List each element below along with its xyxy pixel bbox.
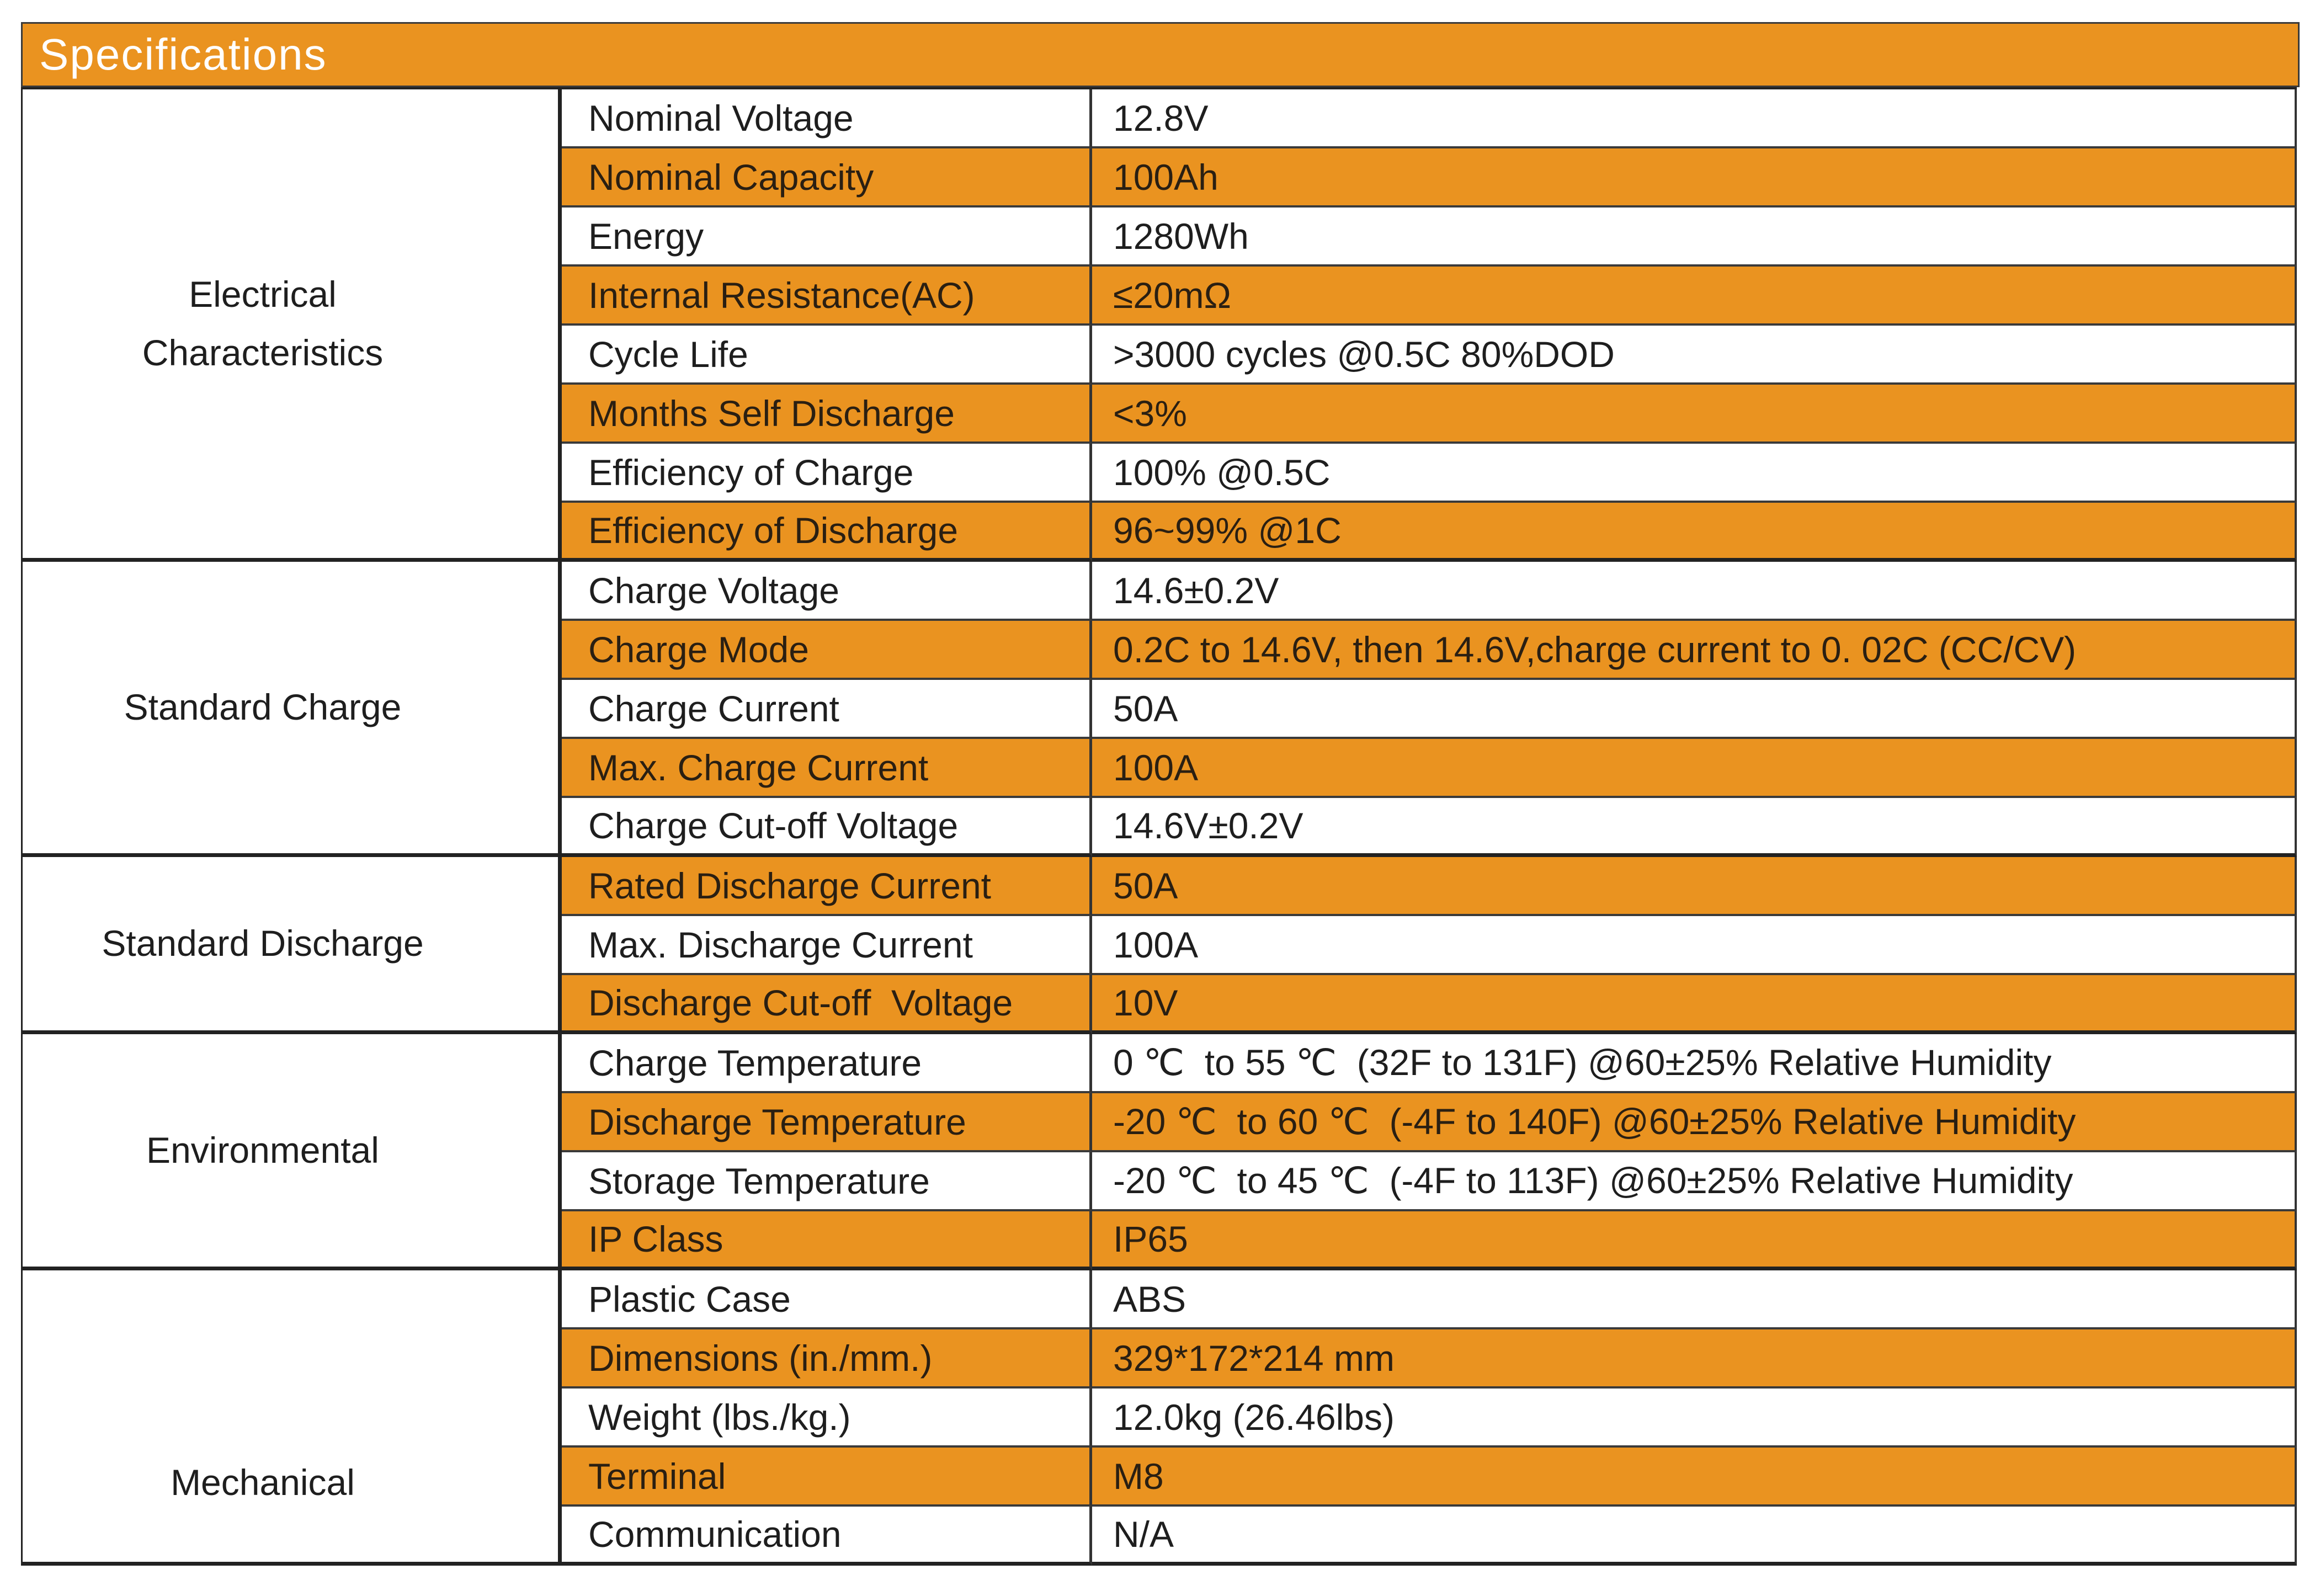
spec-name-terminal: Terminal bbox=[562, 1448, 1092, 1507]
spec-name-weight-lbs-kg: Weight (lbs./kg.) bbox=[562, 1388, 1092, 1448]
spec-name-efficiency-of-charge: Efficiency of Charge bbox=[562, 444, 1092, 503]
spec-value-internal-resistance-ac: ≤20mΩ bbox=[1092, 267, 2297, 326]
spec-name-max-discharge-current: Max. Discharge Current bbox=[562, 916, 1092, 975]
spec-value-terminal: M8 bbox=[1092, 1448, 2297, 1507]
spec-value-dimensions-in-mm: 329*172*214 mm bbox=[1092, 1329, 2297, 1388]
spec-name-plastic-case: Plastic Case bbox=[562, 1270, 1092, 1329]
spec-value-nominal-capacity: 100Ah bbox=[1092, 148, 2297, 208]
spec-name-charge-cut-off-voltage: Charge Cut-off Voltage bbox=[562, 798, 1092, 857]
spec-name-internal-resistance-ac: Internal Resistance(AC) bbox=[562, 267, 1092, 326]
section-header bbox=[21, 22, 2300, 87]
spec-name-charge-temperature: Charge Temperature bbox=[562, 1034, 1092, 1093]
spec-value-discharge-temperature: -20 ℃ to 60 ℃ (-4F to 140F) @60±25% Relative Humidity bbox=[1092, 1093, 2297, 1152]
spec-value-nominal-voltage: 12.8V bbox=[1092, 89, 2297, 148]
spec-name-discharge-temperature: Discharge Temperature bbox=[562, 1093, 1092, 1152]
spec-value-max-charge-current: 100A bbox=[1092, 739, 2297, 798]
spec-name-storage-temperature: Storage Temperature bbox=[562, 1152, 1092, 1211]
spec-value-rated-discharge-current: 50A bbox=[1092, 857, 2297, 916]
spec-value-storage-temperature: -20 ℃ to 45 ℃ (-4F to 113F) @60±25% Relative Humidity bbox=[1092, 1152, 2297, 1211]
spec-table bbox=[21, 87, 2297, 1566]
spec-name-charge-voltage: Charge Voltage bbox=[562, 562, 1092, 621]
spec-value-efficiency-of-discharge: 96~99% @1C bbox=[1092, 503, 2297, 562]
spec-name-months-self-discharge: Months Self Discharge bbox=[562, 385, 1092, 444]
spec-value-energy: 1280Wh bbox=[1092, 208, 2297, 267]
spec-name-max-charge-current: Max. Charge Current bbox=[562, 739, 1092, 798]
spec-name-charge-mode: Charge Mode bbox=[562, 621, 1092, 680]
group-label-mechanical: Mechanical bbox=[21, 1270, 562, 1566]
spec-value-months-self-discharge: <3% bbox=[1092, 385, 2297, 444]
spec-value-cycle-life: >3000 cycles @0.5C 80%DOD bbox=[1092, 326, 2297, 385]
spec-value-max-discharge-current: 100A bbox=[1092, 916, 2297, 975]
spec-name-nominal-capacity: Nominal Capacity bbox=[562, 148, 1092, 208]
spec-value-efficiency-of-charge: 100% @0.5C bbox=[1092, 444, 2297, 503]
spec-name-energy: Energy bbox=[562, 208, 1092, 267]
spec-name-efficiency-of-discharge: Efficiency of Discharge bbox=[562, 503, 1092, 562]
spec-name-communication: Communication bbox=[562, 1507, 1092, 1566]
spec-value-charge-current: 50A bbox=[1092, 680, 2297, 739]
group-label-standard-discharge: Standard Discharge bbox=[21, 857, 562, 1034]
spec-name-charge-current: Charge Current bbox=[562, 680, 1092, 739]
spec-value-weight-lbs-kg: 12.0kg (26.46lbs) bbox=[1092, 1388, 2297, 1448]
spec-value-charge-cut-off-voltage: 14.6V±0.2V bbox=[1092, 798, 2297, 857]
spec-name-discharge-cut-off-voltage: Discharge Cut-off Voltage bbox=[562, 975, 1092, 1034]
group-label-electrical-characteristics: Electrical Characteristics bbox=[21, 89, 562, 562]
spec-value-communication: N/A bbox=[1092, 1507, 2297, 1566]
section-title: Specifications bbox=[39, 30, 327, 79]
spec-name-rated-discharge-current: Rated Discharge Current bbox=[562, 857, 1092, 916]
spec-name-nominal-voltage: Nominal Voltage bbox=[562, 89, 1092, 148]
spec-value-charge-temperature: 0 ℃ to 55 ℃ (32F to 131F) @60±25% Relative Humidity bbox=[1092, 1034, 2297, 1093]
spec-value-ip-class: IP65 bbox=[1092, 1211, 2297, 1270]
spec-value-charge-mode: 0.2C to 14.6V, then 14.6V,charge current to 0. 02C (CC/CV) bbox=[1092, 621, 2297, 680]
spec-name-cycle-life: Cycle Life bbox=[562, 326, 1092, 385]
spec-value-plastic-case: ABS bbox=[1092, 1270, 2297, 1329]
spec-name-ip-class: IP Class bbox=[562, 1211, 1092, 1270]
group-label-standard-charge: Standard Charge bbox=[21, 562, 562, 857]
group-label-environmental: Environmental bbox=[21, 1034, 562, 1270]
spec-name-dimensions-in-mm: Dimensions (in./mm.) bbox=[562, 1329, 1092, 1388]
spec-value-discharge-cut-off-voltage: 10V bbox=[1092, 975, 2297, 1034]
spec-value-charge-voltage: 14.6±0.2V bbox=[1092, 562, 2297, 621]
